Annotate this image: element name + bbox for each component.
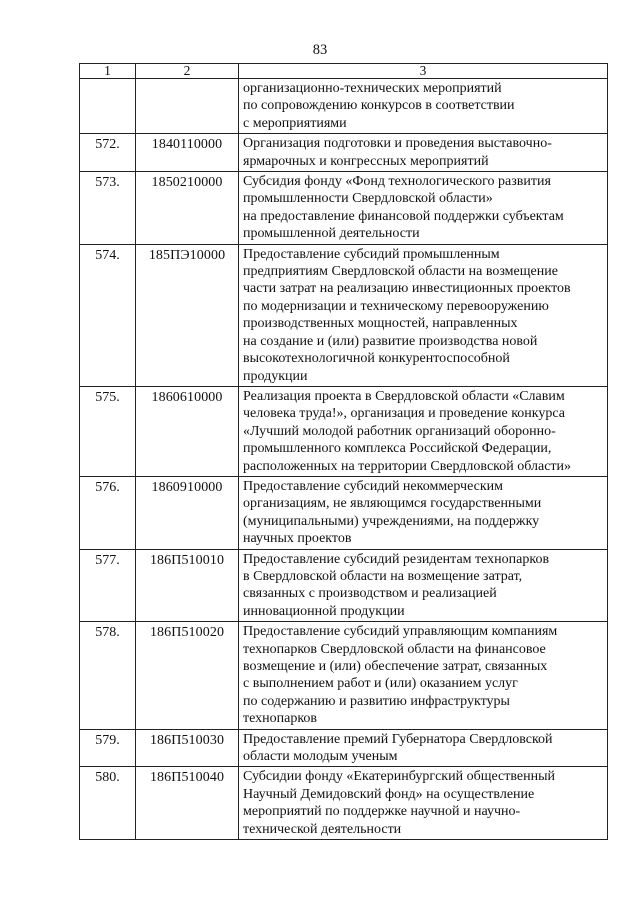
description-line: высокотехнологичной конкурентоспособной [243,351,510,367]
description-line: Субсидия фонду «Фонд технологического развития [243,174,551,190]
column-header-number: 1 [80,64,136,79]
description-line: по модернизации и техническому перевооружению [243,298,549,314]
description-cell [239,244,608,386]
description-cell [239,729,608,767]
description-line: технопарков Свердловской области на финансовое [243,641,546,657]
description-line: промышленного комплекса Российской Федерации, [243,441,552,457]
description-line: части затрат на реализацию инвестиционных проектов [243,281,571,297]
description-cell [239,134,608,172]
target-article-code-cell: 185ПЭ10000 [136,244,239,386]
description-line: производственных мощностей, направленных [243,316,518,332]
row-number-cell: 580. [80,767,136,840]
description-line: «Лучший молодой работник организаций оборонно- [243,423,556,439]
table-row [80,134,608,172]
row-number-cell: 574. [80,244,136,386]
description-line: технопарков [243,711,318,727]
description-line: с выполнением работ и (или) оказанием услуг [243,676,518,692]
description-line: Организация подготовки и проведения выставочно- [243,136,552,152]
row-number-cell: 578. [80,622,136,729]
target-article-code-cell: 186П510030 [136,729,239,767]
description-cell [239,767,608,840]
description-line: технической деятельности [243,821,402,837]
description-line: Предоставление субсидий управляющим компаниям [243,624,558,640]
table-row [80,729,608,767]
budget-classification-table [79,63,608,840]
target-article-code-cell: 1850210000 [136,172,239,245]
description-cell [239,549,608,622]
description-cell [239,386,608,476]
description-line: Предоставление субсидий некоммерческим [243,478,504,494]
description-line: по содержанию и развитию инфраструктуры [243,693,510,709]
row-number-cell: 579. [80,729,136,767]
description-line: возмещение и (или) обеспечение затрат, связанных [243,659,548,674]
description-line: Предоставление субсидий промышленным [243,246,500,262]
row-number-cell [80,79,136,134]
description-line: организационно-технических мероприятий [243,81,502,96]
table-row [80,244,608,386]
table-row [80,622,608,729]
row-number-cell: 576. [80,476,136,549]
description-line: промышленности Свердловской области» [243,191,493,207]
table-row [80,549,608,622]
description-cell [239,79,608,134]
column-header-description: 3 [239,64,608,79]
description-cell [239,622,608,729]
description-line: Предоставление субсидий резидентам технопарков [243,551,550,567]
target-article-code-cell: 186П510040 [136,767,239,840]
description-line: ярмарочных и конгрессных мероприятий [243,153,489,169]
row-number-cell: 572. [80,134,136,172]
table-row [80,767,608,840]
description-line: с мероприятиями [243,115,347,131]
description-line: в Свердловской области на возмещение затрат, [243,568,523,584]
table-row [80,476,608,549]
target-article-code-cell: 186П510010 [136,549,239,622]
description-line: Субсидии фонду «Екатеринбургский общественный [243,769,555,785]
row-number-cell: 575. [80,386,136,476]
table-body [80,64,608,840]
target-article-code-cell: 1860910000 [136,476,239,549]
description-cell [239,172,608,245]
table-row [80,172,608,245]
page-number: 83 [312,42,328,58]
table-row [80,79,608,134]
target-article-code-cell: 186П510020 [136,622,239,729]
description-line: предприятиям Свердловской области на возмещение [243,264,558,280]
description-line: организациям, не являющимся государственными [243,496,542,512]
description-line: на создание и (или) развитие производства новой [243,333,538,349]
description-line: инновационной продукции [243,603,405,619]
target-article-code-cell [136,79,239,134]
description-line: научных проектов [243,531,352,547]
target-article-code-cell: 1840110000 [136,134,239,172]
description-line: по сопровождению конкурсов в соответствии [243,98,515,114]
description-line: Реализация проекта в Свердловской области «Славим [243,388,565,404]
table-header-row [80,64,608,79]
description-line: Научный Демидовский фонд» на осуществление [243,786,535,802]
description-line: (муниципальными) учреждениями, на поддержку [243,513,540,529]
row-number-cell: 573. [80,172,136,245]
description-line: на предоставление финансовой поддержки субъектам [243,208,564,224]
target-article-code-cell: 1860610000 [136,386,239,476]
description-line: связанных с производством и реализацией [243,586,497,602]
table-row [80,386,608,476]
description-line: мероприятий по поддержке научной и научно- [243,804,521,820]
description-cell [239,476,608,549]
column-header-code: 2 [136,64,239,79]
description-line: области молодым ученым [243,749,398,765]
description-line: Предоставление премий Губернатора Свердловской [243,731,553,747]
description-line: человека труда!», организация и проведение конкурса [243,406,565,422]
description-line: промышленной деятельности [243,226,420,242]
description-line: расположенных на территории Свердловской области» [243,458,572,474]
description-line: продукции [243,368,308,384]
row-number-cell: 577. [80,549,136,622]
